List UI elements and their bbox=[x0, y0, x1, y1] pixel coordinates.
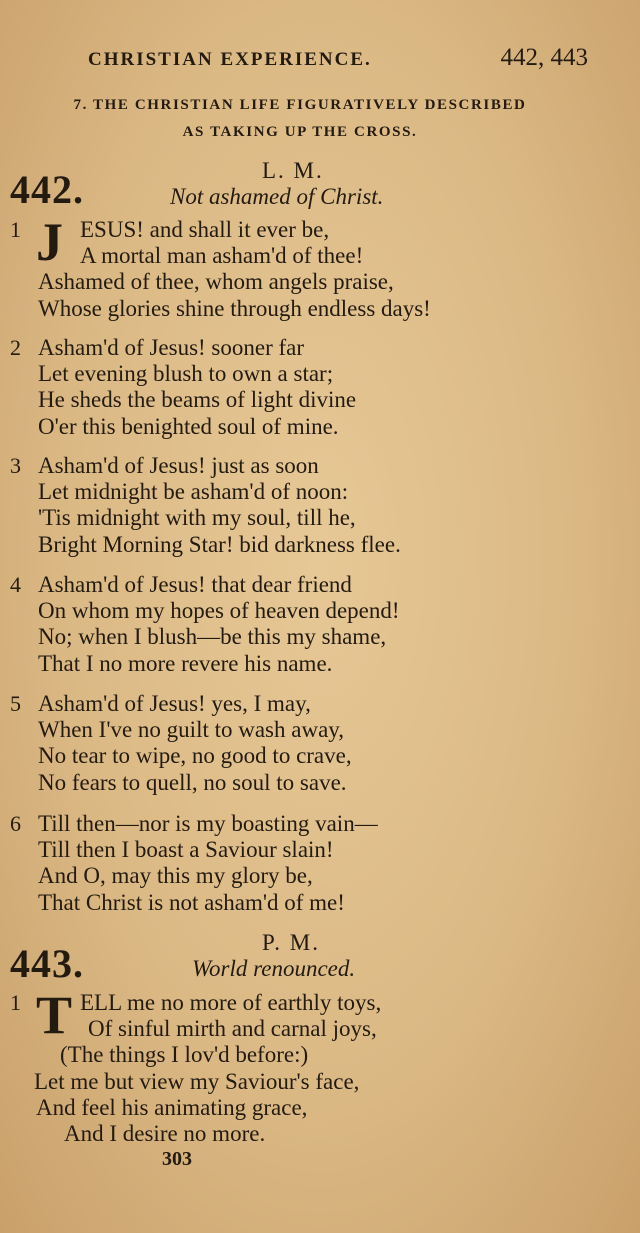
verse-line: On whom my hopes of heaven depend! bbox=[38, 598, 400, 624]
verse-line: Asham'd of Jesus! yes, I may, bbox=[38, 691, 311, 716]
verse-line: And O, may this my glory be, bbox=[38, 863, 313, 889]
verse-line: And I desire no more. bbox=[64, 1121, 266, 1147]
verse-line: No; when I blush—be this my shame, bbox=[38, 624, 387, 650]
verse-line: Whose glories shine through endless days! bbox=[38, 295, 431, 321]
verse-line: Till then—nor is my boasting vain— bbox=[38, 811, 378, 836]
verse-number: 4 bbox=[10, 572, 21, 597]
verse-line: A mortal man asham'd of thee! bbox=[80, 243, 364, 269]
verse-line: And feel his animating grace, bbox=[36, 1094, 308, 1120]
hymn-meter: L. M. bbox=[262, 158, 324, 183]
verse-line: Till then I boast a Saviour slain! bbox=[38, 837, 334, 863]
verse-line: ESUS! and shall it ever be, bbox=[80, 217, 330, 242]
section-title-line2: AS TAKING UP THE CROSS. bbox=[182, 124, 418, 140]
running-head-title: CHRISTIAN EXPERIENCE. bbox=[88, 49, 372, 70]
verse-line: When I've no guilt to wash away, bbox=[38, 717, 345, 743]
verse-line: Asham'd of Jesus! just as soon bbox=[38, 453, 319, 478]
drop-cap: T bbox=[36, 985, 73, 1045]
verse-number: 2 bbox=[10, 335, 21, 360]
verse-line: Bright Morning Star! bid darkness flee. bbox=[38, 531, 401, 557]
running-head-numbers: 442, 443 bbox=[500, 44, 588, 71]
page-number: 303 bbox=[162, 1148, 192, 1170]
stanza bbox=[10, 572, 620, 677]
section-title-line1: 7. THE CHRISTIAN LIFE FIGURATIVELY DESCRIBED bbox=[73, 97, 527, 113]
verse-number: 3 bbox=[10, 453, 21, 478]
verse-line: Asham'd of Jesus! sooner far bbox=[38, 335, 305, 360]
verse-line: Ashamed of thee, whom angels praise, bbox=[38, 269, 394, 295]
hymn-title: World renounced. bbox=[192, 956, 356, 981]
verse-line: Let midnight be asham'd of noon: bbox=[38, 479, 349, 505]
verse-number: 1 bbox=[10, 217, 21, 242]
verse-line: O'er this benighted soul of mine. bbox=[38, 413, 339, 439]
hymn-number: 443. bbox=[10, 941, 84, 986]
verse-line: He sheds the beams of light divine bbox=[38, 387, 357, 413]
verse-line: Let evening blush to own a star; bbox=[38, 361, 334, 387]
verse-line: Let me but view my Saviour's face, bbox=[34, 1068, 360, 1094]
verse-line: Asham'd of Jesus! that dear friend bbox=[38, 572, 352, 597]
verse-line: That Christ is not asham'd of me! bbox=[38, 889, 345, 915]
hymn-number: 442. bbox=[10, 167, 84, 212]
stanza bbox=[10, 811, 620, 916]
stanza bbox=[10, 335, 620, 440]
verse-line: That I no more revere his name. bbox=[38, 650, 333, 676]
verse-line: No tear to wipe, no good to crave, bbox=[38, 743, 352, 769]
verse-number: 5 bbox=[10, 691, 21, 716]
stanza bbox=[10, 691, 620, 796]
stanza bbox=[10, 212, 620, 322]
stanza bbox=[10, 453, 620, 558]
drop-cap: J bbox=[36, 212, 63, 272]
verse-number: 6 bbox=[10, 811, 21, 836]
hymn-meter: P. M. bbox=[262, 930, 320, 955]
verse-line: No fears to quell, no soul to save. bbox=[38, 769, 347, 795]
stanza bbox=[10, 985, 620, 1147]
verse-number: 1 bbox=[10, 990, 21, 1015]
verse-line: ELL me no more of earthly toys, bbox=[80, 990, 382, 1015]
running-head bbox=[88, 44, 588, 72]
verse-line: 'Tis midnight with my soul, till he, bbox=[38, 505, 356, 531]
verse-line: Of sinful mirth and carnal joys, bbox=[88, 1016, 377, 1042]
section-title bbox=[10, 92, 590, 146]
verse-line: (The things I lov'd before:) bbox=[60, 1042, 309, 1068]
hymn-title: Not ashamed of Christ. bbox=[170, 184, 384, 209]
